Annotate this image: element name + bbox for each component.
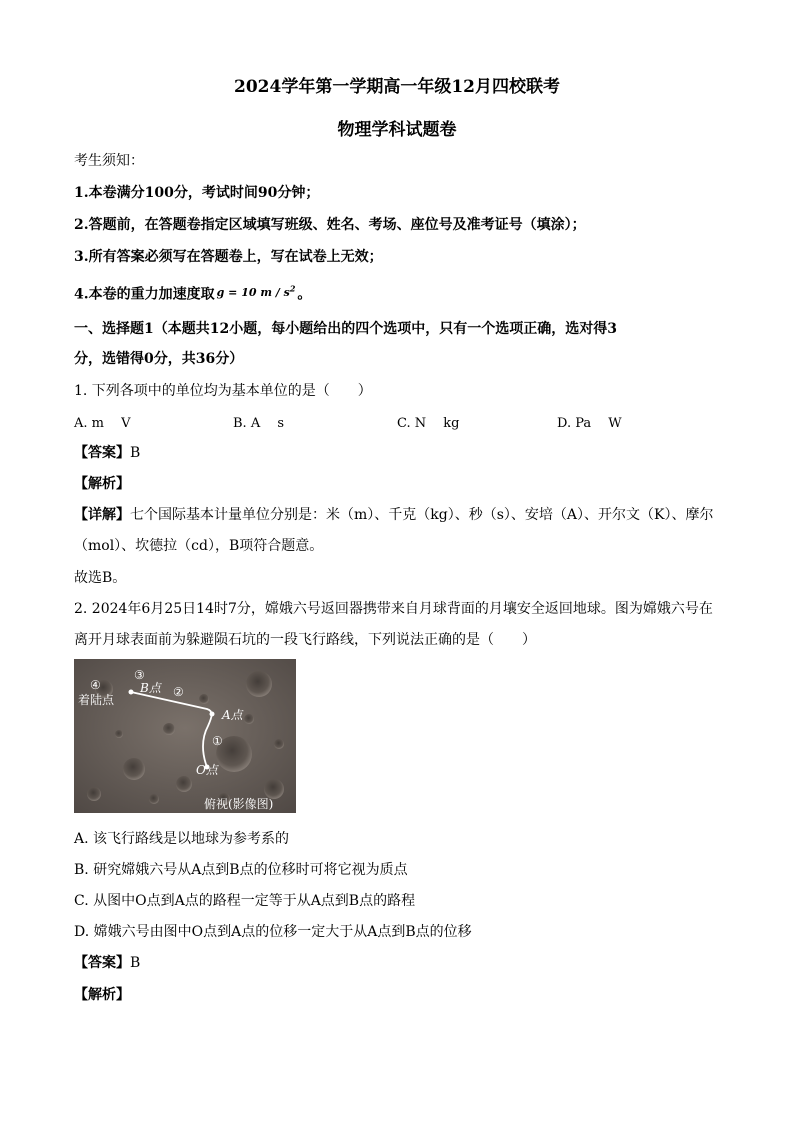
label-3: ③ [134,668,145,682]
notice-heading: 考生须知： [74,153,144,169]
exam-title: 2024学年第一学期高一年级12月四校联考 [234,77,560,97]
q2-stem-line1: 2. 2024年6月25日14时7分，嫦娥六号返回器携带来自月球背面的月壤安全返回地球。图为嫦娥六号在 [74,601,713,617]
b-point-label: B点 [140,681,161,695]
notice-item-4-text: 4.本卷的重力加速度取 [74,286,215,303]
label-2: ② [173,685,184,699]
q2-option-b: B. 研究嫦娥六号从A点到B点的位移时可将它视为质点 [74,862,408,878]
label-1: ① [212,734,223,748]
label-4: ④ [90,678,101,692]
section1-heading-line1: 一、选择题1（本题共12小题，每小题给出的四个选项中，只有一个选项正确，选对得3 [74,321,617,337]
notice-item-4-end: 。 [297,286,312,303]
q1-option-b: B. A s [233,416,285,431]
moon-flight-path-figure [74,659,296,813]
gravity-formula [216,283,296,299]
q1-detail-tag: 【详解】 [74,507,130,523]
q2-stem-line2: 离开月球表面前为躲避陨石坑的一段飞行路线，下列说法正确的是（ ） [74,632,536,648]
q1-detail-line2: （mol）、坎德拉（cd），B项符合题意。 [74,538,324,554]
q2-analysis-tag: 【解析】 [74,987,130,1003]
q1-option-c: C. N kg [397,416,460,431]
q2-option-c: C. 从图中O点到A点的路程一定等于从A点到B点的路程 [74,893,416,909]
section1-heading-line2: 分，选错得0分，共36分） [74,351,244,367]
exam-subtitle: 物理学科试题卷 [337,120,457,140]
landing-point-label: 着陆点 [78,693,115,707]
q1-analysis-tag: 【解析】 [74,476,130,492]
b-point-marker [129,690,134,695]
gravity-formula-text: g = 10 m / s [216,285,290,299]
q1-detail-text1: 七个国际基本计量单位分别是：米（m）、千克（kg）、秒（s）、安培（A）、开尔文（K）、摩尔 [130,507,714,523]
a-point-label: A点 [222,708,243,722]
q2-option-a: A. 该飞行路线是以地球为参考系的 [74,831,290,847]
q1-detail-line1 [74,504,713,524]
q2-answer [74,952,140,972]
o-point-label: O点 [196,763,218,777]
figure-caption: 俯视(影像图) [204,797,274,811]
q1-answer [74,442,140,462]
notice-item-2: 2.答题前，在答题卷指定区域填写班级、姓名、考场、座位号及准考证号（填涂）； [74,217,586,233]
q1-answer-value: B [130,445,141,461]
q1-option-d: D. Pa W [557,416,622,431]
gravity-exponent: 2 [289,283,296,293]
notice-item-3: 3.所有答案必须写在答题卷上，写在试卷上无效； [74,249,383,265]
q1-answer-tag: 【答案】 [74,445,130,461]
q2-option-d: D. 嫦娥六号由图中O点到A点的位移一定大于从A点到B点的位移 [74,924,472,940]
q2-answer-tag: 【答案】 [74,955,130,971]
a-point-marker [210,712,215,717]
q1-stem: 1. 下列各项中的单位均为基本单位的是（ ） [74,383,372,399]
q2-answer-value: B [130,955,141,971]
notice-item-1: 1.本卷满分100分，考试时间90分钟； [74,185,320,201]
q1-conclusion: 故选B。 [74,570,127,586]
notice-item-4 [74,283,311,304]
q1-option-a: A. m V [74,416,131,431]
